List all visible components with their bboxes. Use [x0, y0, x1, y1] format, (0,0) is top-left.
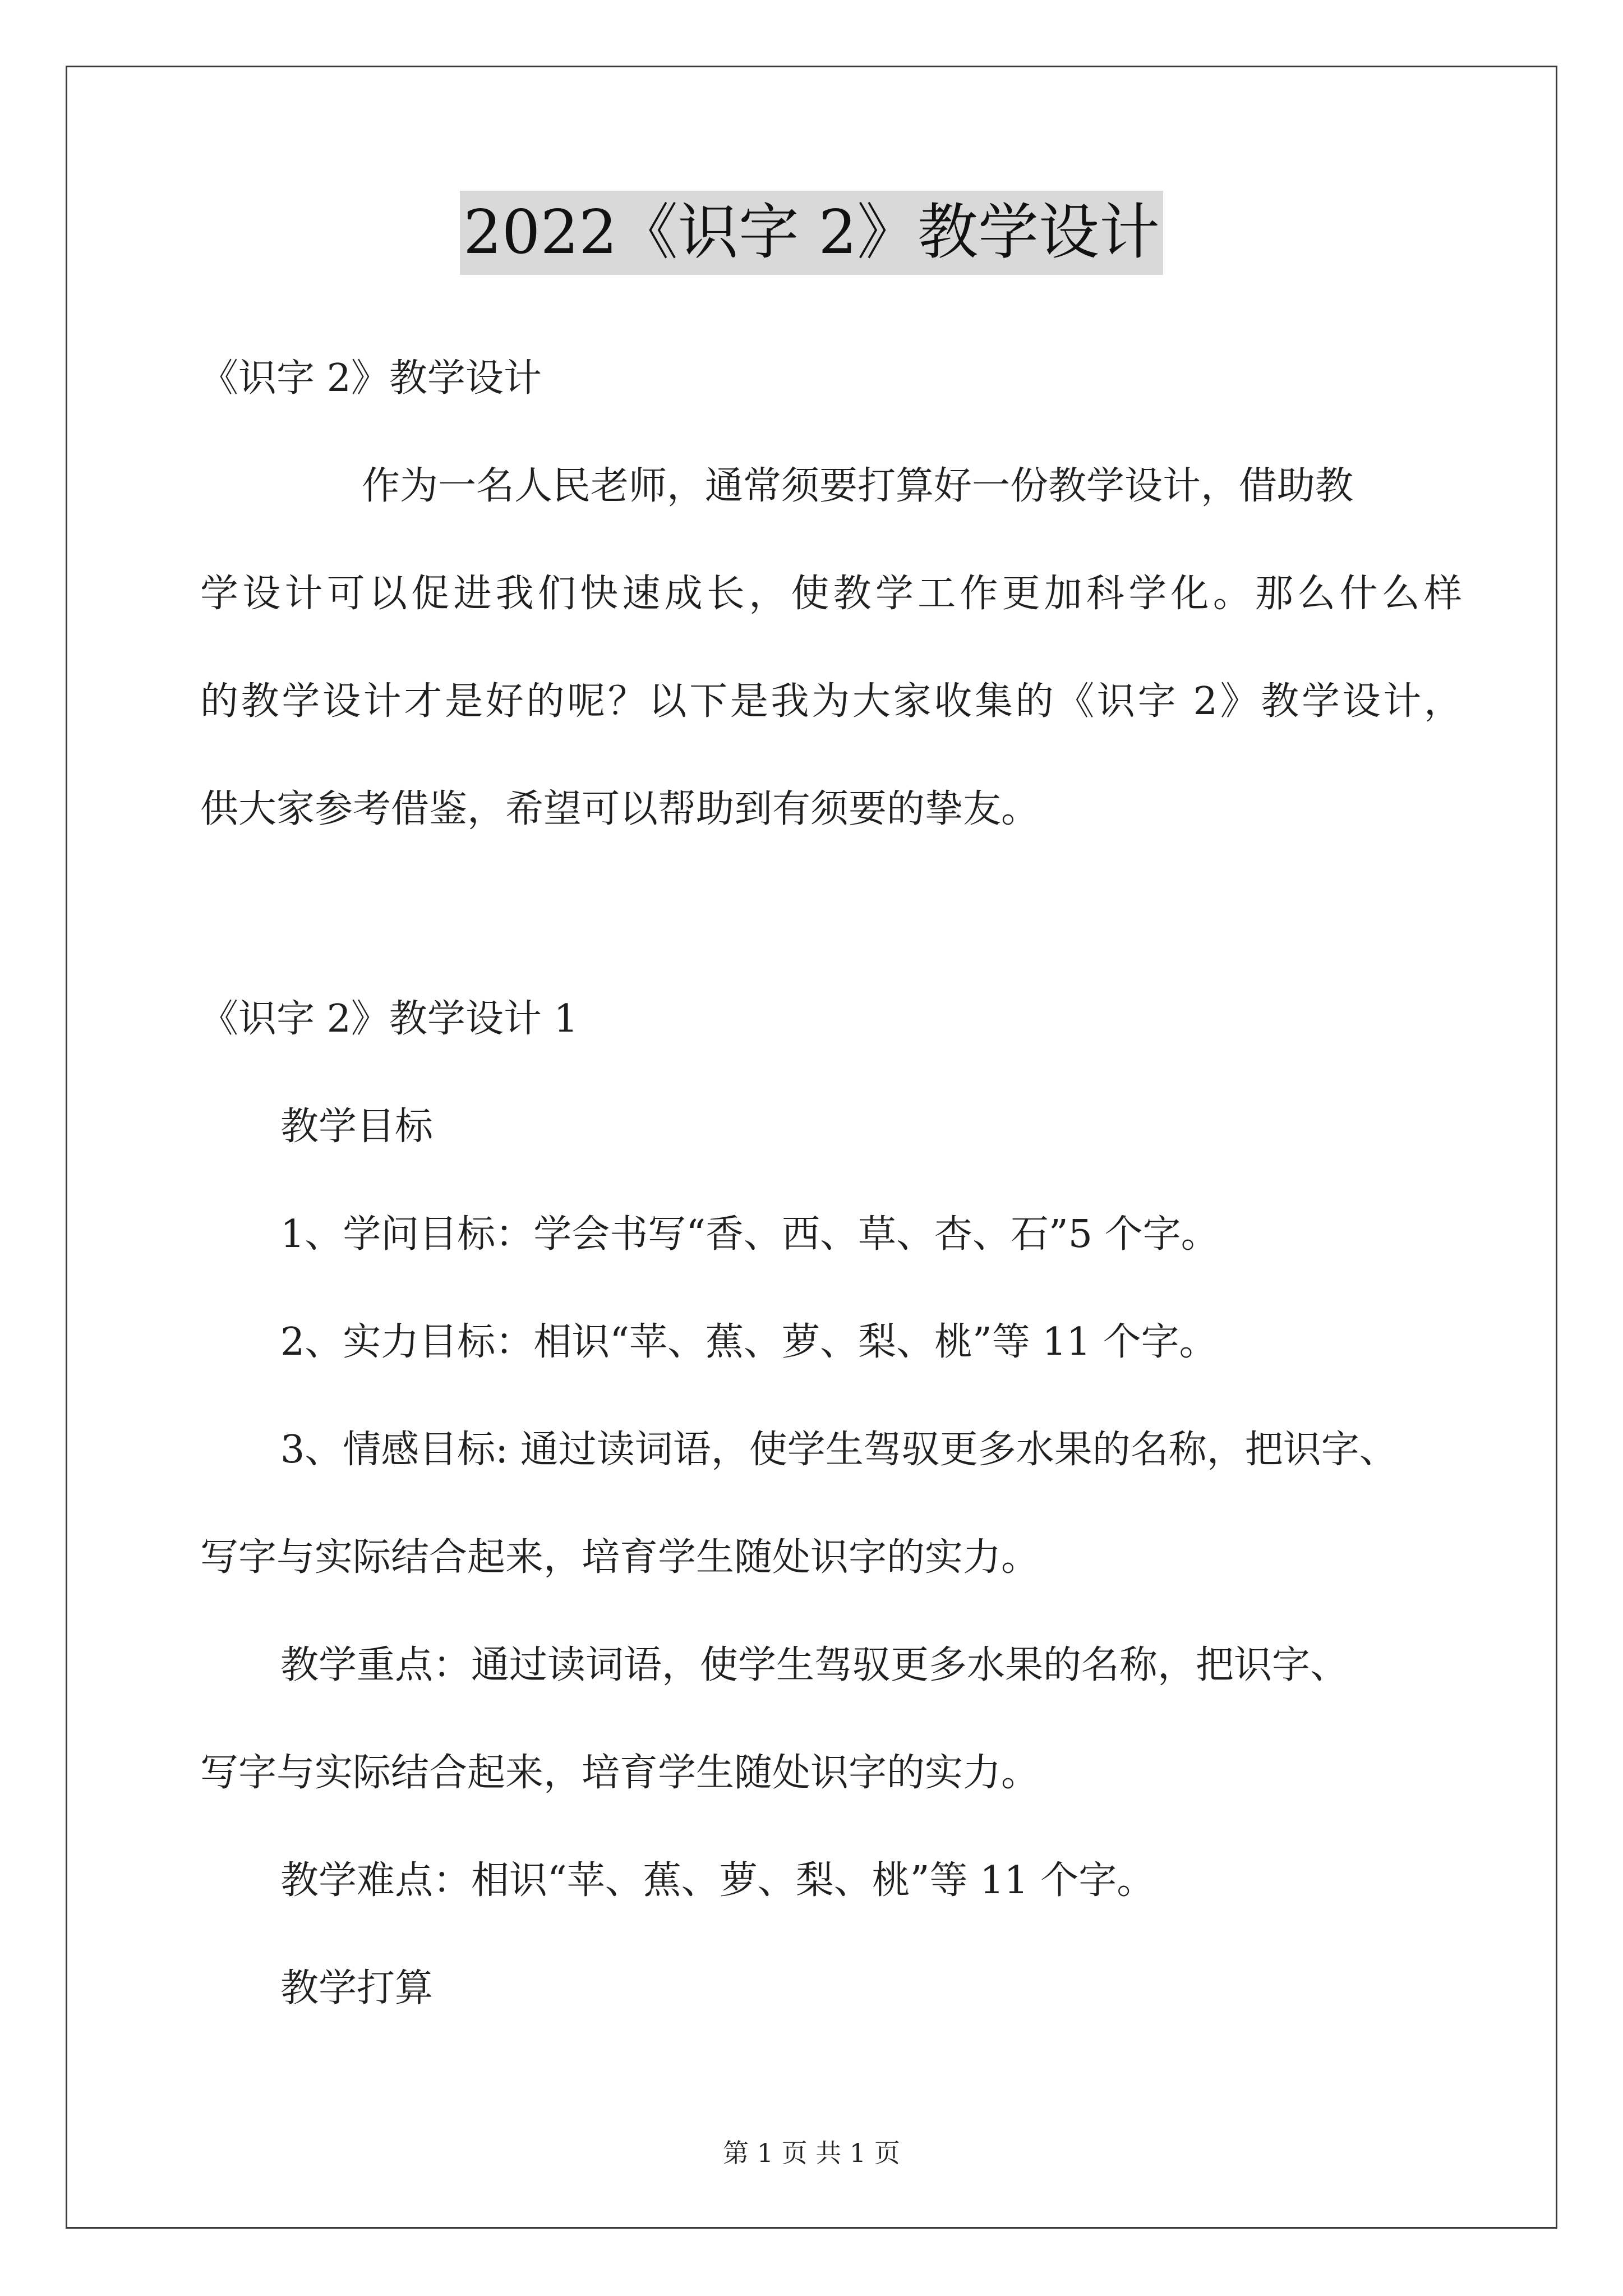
key-point-line-1: 教学重点：通过读词语，使学生驾驭更多水果的名称，把识字、 [280, 1643, 1349, 1687]
document-subtitle: 《识字 2》教学设计 [200, 356, 542, 401]
intro-line-4: 供大家参考借鉴，希望可以帮助到有须要的挚友。 [200, 787, 1040, 831]
prep-heading: 教学打算 [280, 1966, 434, 2010]
section-title: 《识字 2》教学设计 1 [200, 997, 578, 1041]
goal-2: 2、实力目标：相识“苹、蕉、萝、梨、桃”等 11 个字。 [280, 1320, 1218, 1364]
intro-line-3: 的教学设计才是好的呢？以下是我为大家收集的《识字 2》教学设计， [200, 679, 1462, 724]
goal-1: 1、学问目标：学会书写“香、西、草、杏、石”5 个字。 [280, 1212, 1219, 1257]
key-point-line-2: 写字与实际结合起来，培育学生随处识字的实力。 [200, 1751, 1040, 1795]
intro-line-1: 作为一名人民老师，通常须要打算好一份教学设计，借助教 [362, 464, 1354, 508]
goals-heading: 教学目标 [280, 1105, 434, 1149]
title-wrap [0, 191, 1623, 275]
goal-3-line-2: 写字与实际结合起来，培育学生随处识字的实力。 [200, 1535, 1040, 1580]
difficult-point: 教学难点：相识“苹、蕉、萝、梨、桃”等 11 个字。 [280, 1858, 1155, 1903]
page-footer: 第 1 页 共 1 页 [723, 2138, 900, 2168]
goal-3-line-1: 3、情感目标: 通过读词语，使学生驾驭更多水果的名称，把识字、 [280, 1428, 1398, 1472]
intro-line-2: 学设计可以促进我们快速成长，使教学工作更加科学化。那么什么样 [200, 572, 1462, 616]
document-title: 2022《识字 2》教学设计 [460, 191, 1163, 275]
